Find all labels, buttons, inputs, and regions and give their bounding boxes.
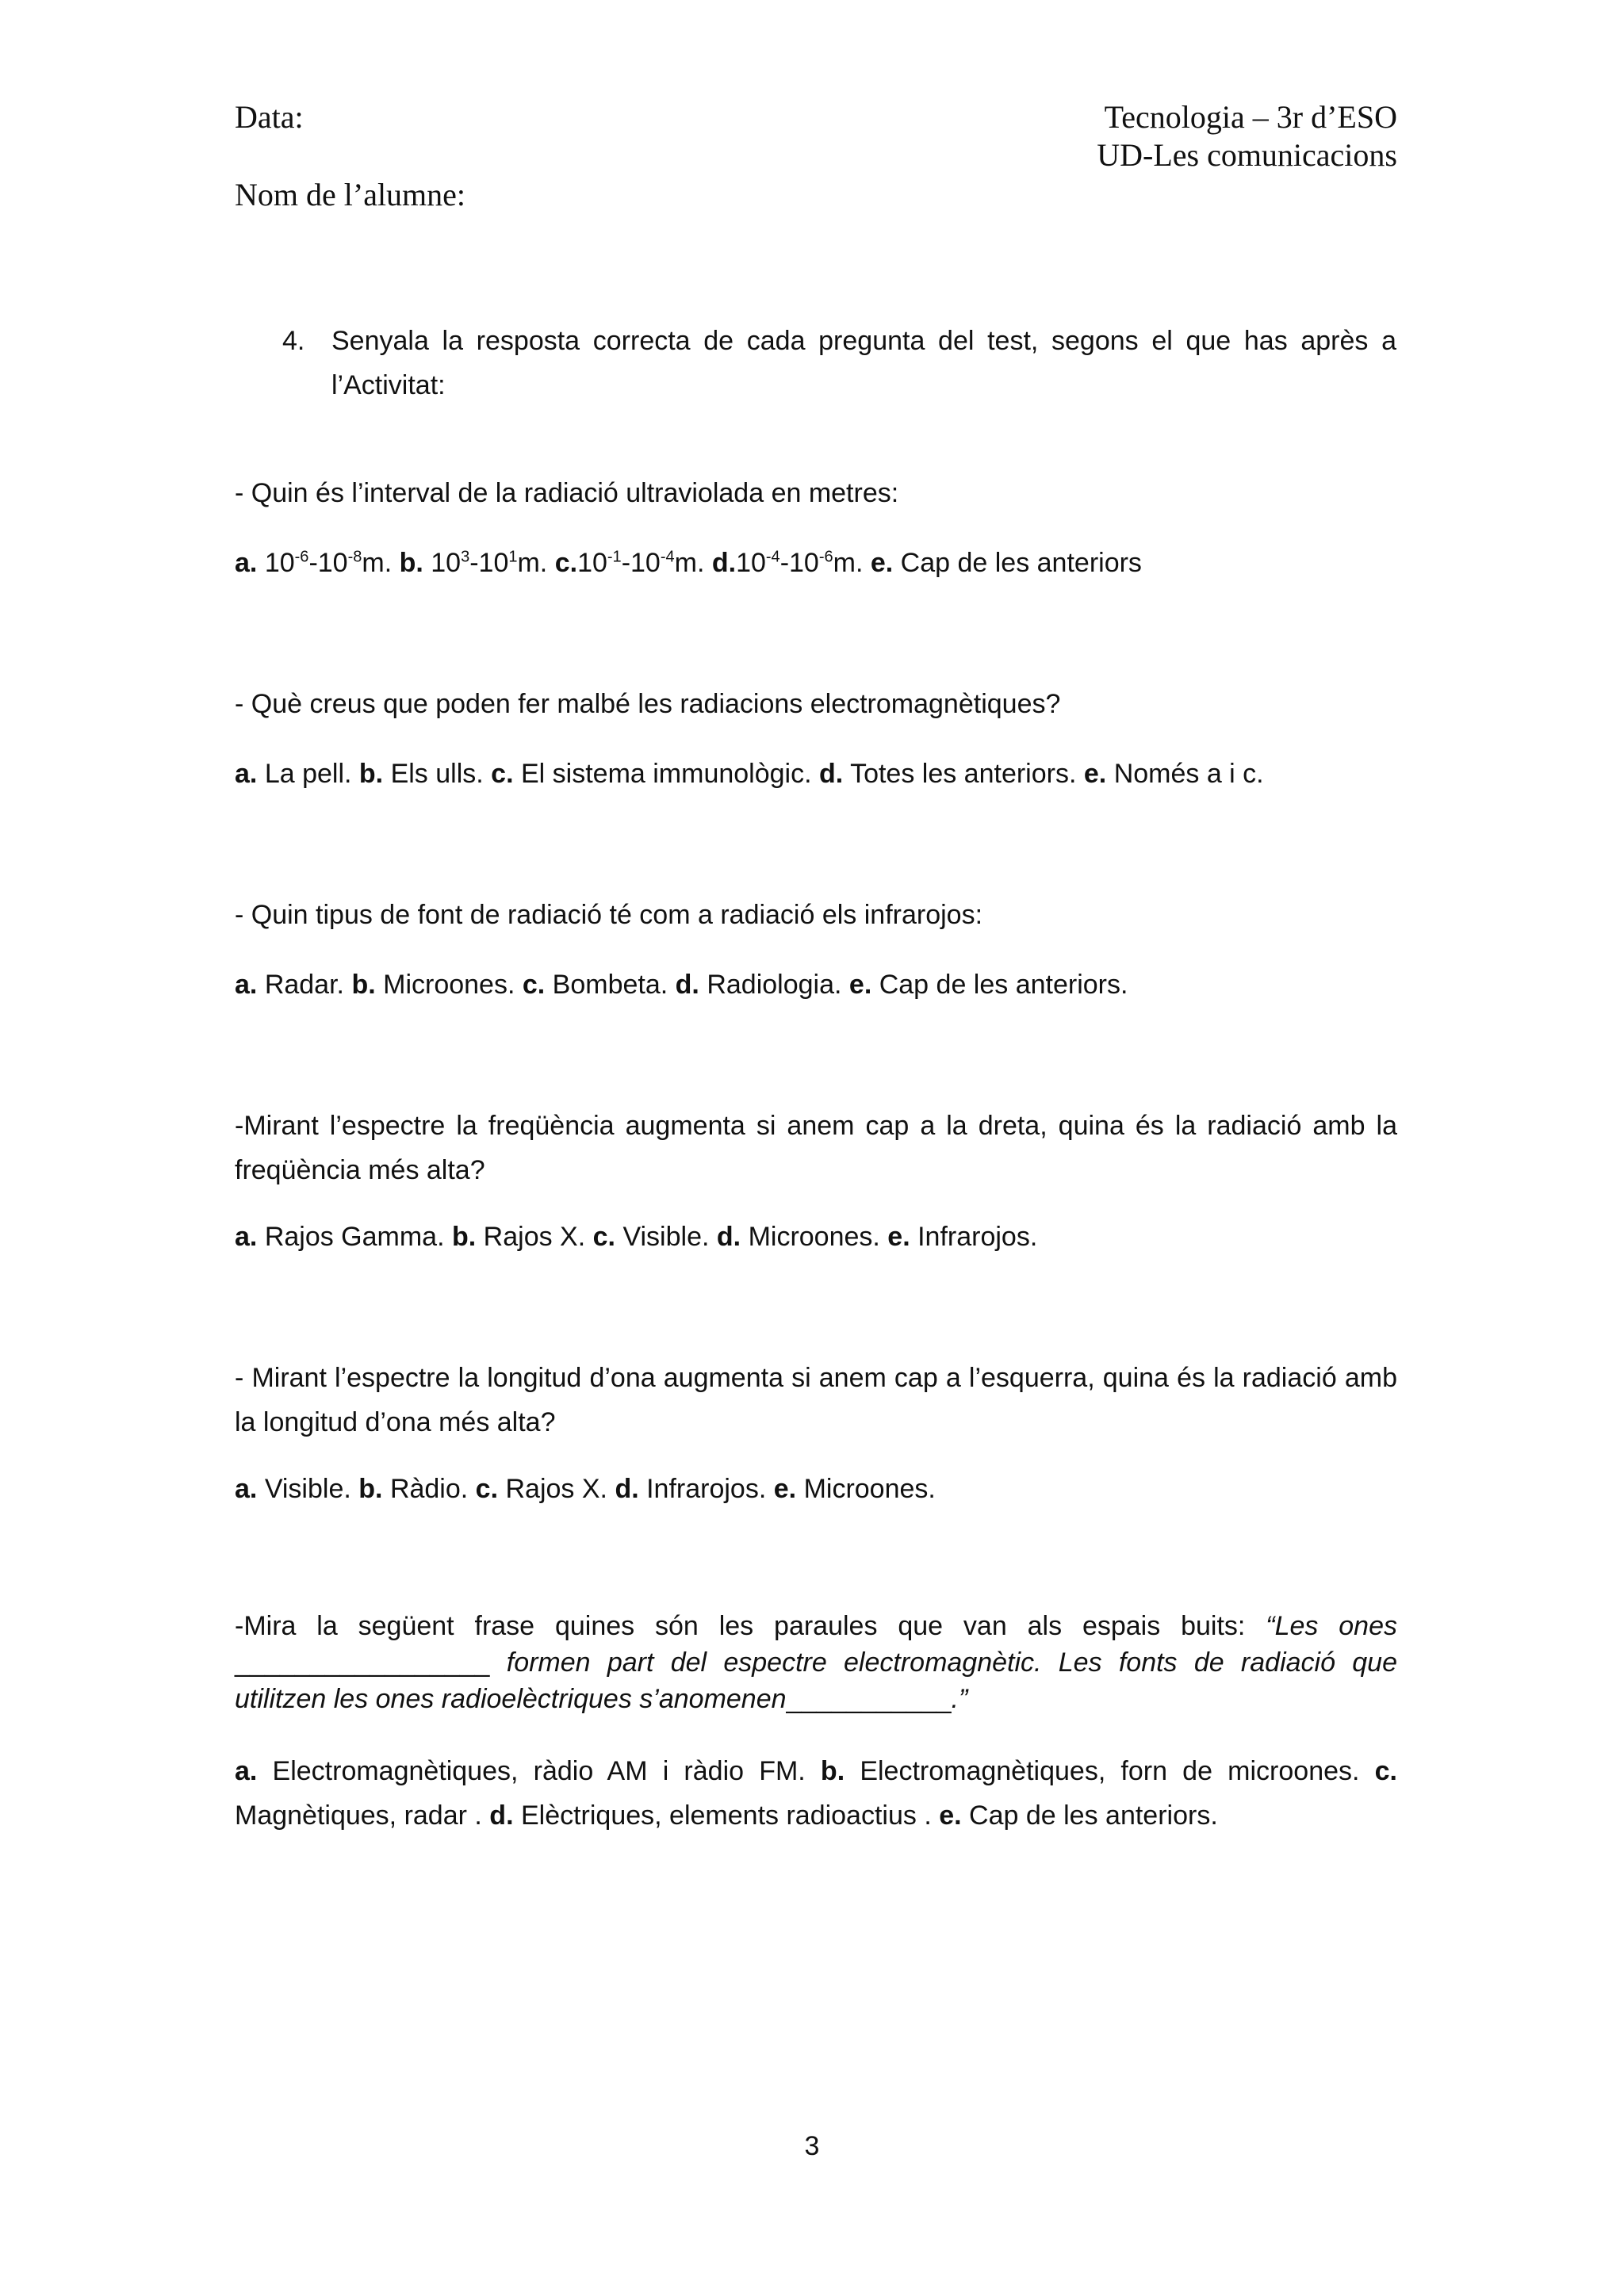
date-label: Data: [235,99,304,135]
question-3-options: a. Radar. b. Microones. c. Bombeta. d. Radiologia. e. Cap de les anteriors. [235,970,1128,1000]
question-4: -Mirant l’espectre la freqüència augmenta si anem cap a la dreta, quina és la radiació amb la freqüència més alta? [235,1111,1397,1185]
question-6-options: a. Electromagnètiques, ràdio AM i ràdio FM. b. Electromagnètiques, forn de microones. c. Magnètiques, radar . d. Elèctriques, elements radioactius . e. Cap de les anteriors. [235,1756,1397,1831]
question-3: - Quin tipus de font de radiació té com a radiació els infrarojos: [235,900,983,930]
instruction-number: 4. [282,326,305,356]
blank-2: ___________ [786,1684,952,1714]
question-5: - Mirant l’espectre la longitud d’ona augmenta si anem cap a l’esquerra, quina és la radiació amb la longitud d’ona més alta? [235,1363,1397,1437]
unit-title: UD-Les comunicacions [1097,137,1397,173]
question-4-options: a. Rajos Gamma. b. Rajos X. c. Visible. d. Microones. e. Infrarojos. [235,1222,1038,1252]
option-label: e. [870,548,894,578]
question-1: - Quin és l’interval de la radiació ultraviolada en metres: [235,478,899,508]
question-2: - Què creus que poden fer malbé les radiacions electromagnètiques? [235,689,1061,719]
student-name-label: Nom de l’alumne: [235,177,466,212]
instruction [282,319,1396,408]
question-1-options: a. $10^{-6}-10^{-8}m$. b. $10^3-10^1m$. $c.10^{-1}-10^{-4}m$. $d.10^{-4}-10^{-6}m$. e. Cap de les anteriors [235,548,1142,578]
question-2-options: a. La pell. b. Els ulls. c. El sistema immunològic. d. Totes les anteriors. e. Només a i c. [235,759,1264,789]
subject-title: Tecnologia – 3r d’ESO [1104,99,1397,135]
page-number: 3 [804,2131,820,2161]
option-label: a. [235,548,258,578]
instruction-text: Senyala la resposta correcta de cada pregunta del test, segons el que has après a l’Activitat: [331,326,1396,400]
option-label: b. [399,548,423,578]
option-label: d. [711,548,737,578]
course-header [684,98,1397,174]
blank-1: _________________ [235,1647,490,1678]
question-5-options: a. Visible. b. Ràdio. c. Rajos X. d. Infrarojos. e. Microones. [235,1474,936,1504]
question-6: -Mira la següent frase quines són les paraules que van als espais buits: “Les ones _________________ formen part del espectre electromagnètic. Les fonts de radiació que utilitzen les ones radioelèctriques s’anomenen___________.” [235,1611,1397,1714]
option-label: c. [554,548,578,578]
